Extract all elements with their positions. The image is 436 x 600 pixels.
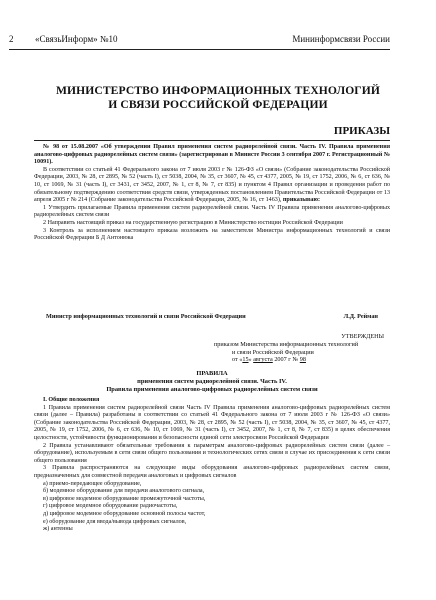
approval-line1: приказом Министерства информационных технологий	[214, 340, 359, 348]
list-item: в) цифровое модемное оборудование промежуточной частоты,	[43, 495, 206, 502]
order-paragraph-1	[34, 167, 390, 205]
ministry-short-name: Мининформсвязи России	[292, 34, 390, 44]
signatory-position: Министр информационных технологий и связи Российской Федерации	[46, 313, 246, 320]
list-item: ж) антенны	[43, 526, 73, 533]
order-heading: № 98 от 15.08.2007 «Об утверждении Правил применения систем радиорелейной связи. Часть IV. Правила применения аналогово-цифровых радиорелейных систем связи» (зарегистрирован в Министе России 3 сентября 2007 г. Регистрационный № 10091).	[34, 144, 390, 166]
rules-paragraph-3: 3 Правила распространяются на следующие виды оборудования аналогово-цифровых радиорелейных систем связи, предназначенных для совместной передачи аналоговых и цифровых сигналов	[34, 465, 390, 479]
rules-section-heading: I. Общие положения	[43, 397, 100, 403]
rules-title-line3: Правила применения аналогово-цифровых радиорелейных систем связи	[106, 386, 318, 393]
approval-day: 15	[242, 356, 249, 364]
rules-title-line1: ПРАВИЛА	[196, 370, 228, 377]
approval-block	[214, 333, 390, 364]
running-header	[9, 34, 390, 48]
ministry-title	[0, 84, 436, 112]
header-divider	[9, 49, 390, 50]
approval-number: 98	[299, 356, 306, 364]
ministry-title-line1: МИНИСТЕРСТВО ИНФОРМАЦИОННЫХ ТЕХНОЛОГИЙ	[55, 84, 381, 97]
rules-title-line2: применения систем радиорелейной связи. Часть IV.	[137, 378, 287, 385]
approval-month: августа	[253, 356, 273, 364]
approval-date	[214, 356, 390, 364]
order-text	[34, 144, 390, 243]
signatory-name: Л.Д. Рейман	[343, 313, 378, 320]
list-item: е) оборудование для ввода/вывода цифровых сигналов,	[43, 518, 187, 525]
rules-text	[34, 397, 390, 534]
equipment-list	[34, 481, 390, 534]
order-paragraph-1-text: В соответствии со статьей 41 Федерального закона от 7 июля 2003 г № 126-ФЗ «О связи» (Собрание законодательства Российской Федерации, 2003, № 28, ст 2895, № 52 (часть I), ст 5038, 2004, № 35, ст 3607, № 45, ст 4377, 2005, № 19, ст 1752, 2006, № 6, ст 636, № 10, ст 1069, № 31 (часть I), ст 3431, ст 3452, 2007, № 1, ст 8, № 7, ст 835) и пунктом 4 Правил организации и проведения работ по обязательному подтверждению соответствия средств связи, утвержденных постановлением Правительства Российской Федерации от 13 апреля 2005 г № 214 (Собрание законодательства Российской Федерации, 2005, № 16, ст 1463),	[34, 166, 390, 204]
ministry-title-line2: И СВЯЗИ РОССИЙСКОЙ ФЕДЕРАЦИИ	[108, 98, 328, 111]
rules-paragraph-1: 1 Правила применения систем радиорелейной связи Часть IV Правила применения аналогово-цифровых радиорелейных систем связи (далее – Правила) разработаны в соответствии со статьей 41 Федерального закона от 7 июля 2003 г № 126-ФЗ «О связи» (Собрание законодательства Российской Федерации, 2003, № 28, ст 2895, № 52 (часть I), ст 5038, 2004, № 35, ст 3607, № 45, ст 4377, 2005, № 19, ст 1752, 2006, № 6, ст 636, № 10, ст 1069, № 31 (часть I), ст 3452, 2007, № 1, ст 8, № 7, ст 835) в целях обеспечения целостности, устойчивости функционирования и безопасности единой сети электросвязи Российской Федерации	[34, 404, 390, 441]
section-divider	[34, 140, 390, 141]
approval-year: 2007 г №	[272, 356, 300, 364]
order-paragraph-3: 2 Направить настоящий приказ на государственную регистрацию в Министерство юстиции Российской Федерации	[43, 219, 343, 226]
signature-line	[46, 313, 378, 320]
approval-date-mid: »	[248, 356, 254, 364]
section-label: ПРИКАЗЫ	[333, 125, 390, 137]
approval-date-prefix: от «	[232, 356, 243, 364]
rules-paragraph-2: 2 Правила устанавливают обязательные требования к параметрам аналогово-цифровых радиорелейных систем связи (далее – оборудование), используемым в сети связи общего пользования и технологических сетях связи в случае их присоединения к сети связи общего пользования	[34, 442, 390, 464]
approval-line2: и связи Российской Федерации	[232, 348, 314, 356]
page-number: 2	[9, 34, 14, 44]
journal-name: «СвязьИнформ» №10	[35, 34, 118, 44]
list-item: а) приемо-передающее оборудование,	[43, 480, 142, 487]
order-command: приказываю:	[282, 197, 321, 204]
rules-title	[34, 370, 390, 394]
order-paragraph-2: 1 Утвердить прилагаемые Правила применения систем радиорелейной связи. Часть IV Правила применения аналогово-цифровых радиорелейных систем связи	[34, 204, 390, 219]
list-item: б) модемное оборудование для передачи аналогового сигнала,	[43, 488, 205, 495]
list-item: д) цифровое модемное оборудование основной полосы частот,	[43, 510, 206, 517]
order-paragraph-4: 3 Контроль за исполнением настоящего приказа возложить на заместителя Министра информационных технологий и связи Российской Федерации Б Д Антонюка	[34, 227, 390, 242]
approval-title: УТВЕРЖДЕНЫ	[341, 333, 384, 340]
list-item: г) цифровое модемное оборудование радиочастоты,	[43, 503, 178, 510]
